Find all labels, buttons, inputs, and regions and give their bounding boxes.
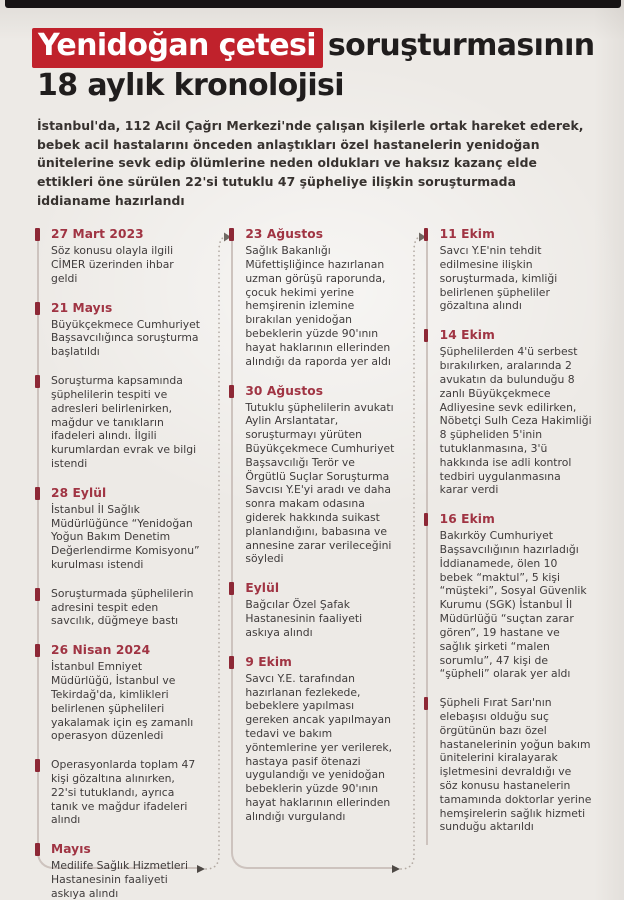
entry-text: İstanbul İl Sağlık Müdürlüğünce “Yenidoğan Yoğun Bakım Denetim Değerlendirme Komisyonu” kurulması istendi <box>51 502 200 572</box>
timeline-entry <box>440 328 592 497</box>
title-line1 <box>37 28 595 68</box>
entry-text: Operasyonlarda toplam 47 kişi gözaltına alınırken, 22'si tutuklandı, ayrıca tanık ve mağdur ifadeleri alındı <box>51 758 196 827</box>
entry-date: 14 Ekim <box>439 328 495 343</box>
timeline-entry <box>51 301 203 359</box>
timeline-entry <box>51 227 203 285</box>
timeline-entry <box>440 512 592 681</box>
timeline-entry <box>245 581 397 639</box>
timeline-column-2 <box>231 227 399 881</box>
title-rest: soruşturmasının <box>327 28 595 63</box>
timeline-entry <box>51 643 203 743</box>
entry-date: 21 Mayıs <box>51 300 113 315</box>
timeline-entry <box>245 384 397 567</box>
timeline-entry <box>245 655 397 824</box>
timeline-entry <box>51 374 203 471</box>
entry-date: 26 Nisan 2024 <box>51 643 151 658</box>
timeline-entry <box>245 227 397 368</box>
entry-text: Söz konusu olayla ilgili CİMER üzerinden ihbar geldi <box>51 244 174 285</box>
entry-date: Eylül <box>245 581 280 596</box>
entry-date: 11 Ekim <box>439 227 495 242</box>
timeline-entries <box>37 227 205 900</box>
dotted-flow-connector <box>205 227 231 881</box>
timeline-entry <box>440 696 592 834</box>
entry-date: 23 Ağustos <box>245 227 324 242</box>
timeline-entry <box>51 842 203 900</box>
entry-date: 30 Ağustos <box>245 383 324 398</box>
timeline-entry <box>51 587 203 628</box>
entry-text: Şüphelilerden 4'ü serbest bırakılırken, aralarında 2 avukatın da bulunduğu 8 zanlı Büyükçekmece Adliyesine sevk edilirken, Nöbetçi Sulh Ceza Hakimliği 8 şüpheliden 5'inin tutuklanmasına, 3'ü hakkında ise adli kontrol tedbiri uygulanmasına karar verdi <box>439 345 592 497</box>
entry-text: Bağcılar Özel Şafak Hastanesinin faaliyeti askıya alındı <box>245 598 363 639</box>
column-separator <box>400 227 426 881</box>
entry-text: Bakırköy Cumhuriyet Başsavcılığının hazırladığı İddianamede, ölen 10 bebek “maktul”, 5 kişi “müşteki”, Sosyal Güvenlik Kurumu (SGK) İstanbul İl Müdürlüğü “suçtan zarar gören”, 19 hastane ve sağlık şirketi “malen sorumlu”, 47 kişi de “şüpheli” olarak yer aldı <box>439 529 587 681</box>
intro-paragraph: İstanbul'da, 112 Acil Çağrı Merkezi'nde çalışan kişilerle ortak hareket ederek, bebek acil hastalarını önceden anlaştıkları özel hastanelerin yenidoğan ünitelerine sevk edip ölümlerine neden oldukları ve haksız kazanç elde ettikleri öne sürülen 22'si tutuklu 47 şüpheliye ilişkin soruşturmada iddianame hazırlandı <box>37 118 584 208</box>
page-title <box>37 28 595 104</box>
timeline-entry <box>51 486 203 572</box>
entry-text: Soruşturma kapsamında şüphelilerin tespiti ve adresleri belirlenirken, mağdur ve tanıkların ifadeleri alındı. İlgili kurumlardan evrak ve bilgi istendi <box>51 374 197 470</box>
entry-text: Savcı Y.E. tarafından hazırlanan fezlekede, bebeklere yapılması gereken ancak yapılmayan tedavi ve bakım yöntemlerine yer verilerek, hastaya pasif ötenazi uygulandığı ve yenidoğan bebeklerin yüzde 90'ının hayat haklarının ellerinden alındığı vurgulandı <box>245 671 393 823</box>
entry-date: 27 Mart 2023 <box>51 227 144 242</box>
title-highlight: Yenidoğan çetesi <box>32 28 323 68</box>
entry-date: 28 Eylül <box>51 485 107 500</box>
entry-text: Sağlık Bakanlığı Müfettişliğince hazırlanan uzman görüşü raporunda, çocuk hekimi yerine hemşirenin izlemine bırakılan yenidoğan bebeklerin yüzde 90'ının hayat haklarının ellerinden alındığı da raporda yer aldı <box>245 244 391 368</box>
entry-text: Soruşturmada şüphelilerin adresini tespit eden savcılık, düğmeye bastı <box>51 586 194 628</box>
entry-text: Şüpheli Fırat Sarı'nın elebaşısı olduğu suç örgütünün bazı özel hastanelerinin yoğun bakım ünitelerini kiralayarak işletmesini devraldığı ve söz konusu hastanelerin tamamında doktorlar yerine hemşirelerin sağlık hizmeti sunduğu aktarıldı <box>439 696 592 834</box>
entry-text: Tutuklu şüphelilerin avukatı Aylin Arslantatar, soruşturmayı yürüten Büyükçekmece Cumhuriyet Başsavcılığı Terör ve Örgütlü Suçlar Soruşturma Savcısı Y.E'yi aradı ve daha sonra makam odasına giderek hakkında suikast planlandığını, babasına ve annesine zarar verileceğini söyledi <box>245 400 395 566</box>
entry-text: Savcı Y.E'nin tehdit edilmesine ilişkin soruşturmada, kimliği belirlenen şüpheliler gözaltına alındı <box>439 244 558 313</box>
header <box>0 0 624 210</box>
timeline-entries <box>231 227 399 823</box>
entry-date: 16 Ekim <box>439 512 495 527</box>
entry-date: Mayıs <box>51 842 91 857</box>
entry-text: Büyükçekmece Cumhuriyet Başsavcılığınca soruşturma başlatıldı <box>51 317 201 359</box>
entry-text: Medilife Sağlık Hizmetleri Hastanesinin faaliyeti askıya alındı <box>51 859 188 900</box>
photo-top-edge <box>5 0 621 8</box>
title-line2: 18 aylık kronolojisi <box>37 67 344 103</box>
column-separator <box>205 227 231 881</box>
entry-text: İstanbul Emniyet Müdürlüğü, İstanbul ve Tekirdağ'da, kimlikleri belirlenen şüphelileri yakalamak için eş zamanlı operasyon düzenledi <box>51 660 194 743</box>
dotted-flow-connector <box>400 227 426 881</box>
timeline-entry <box>51 758 203 827</box>
entry-date: 9 Ekim <box>245 654 292 669</box>
timeline-entries <box>426 227 594 834</box>
timeline-column-1 <box>37 227 205 900</box>
timeline <box>37 227 594 900</box>
timeline-entry <box>440 227 592 313</box>
timeline-column-3 <box>426 227 594 881</box>
